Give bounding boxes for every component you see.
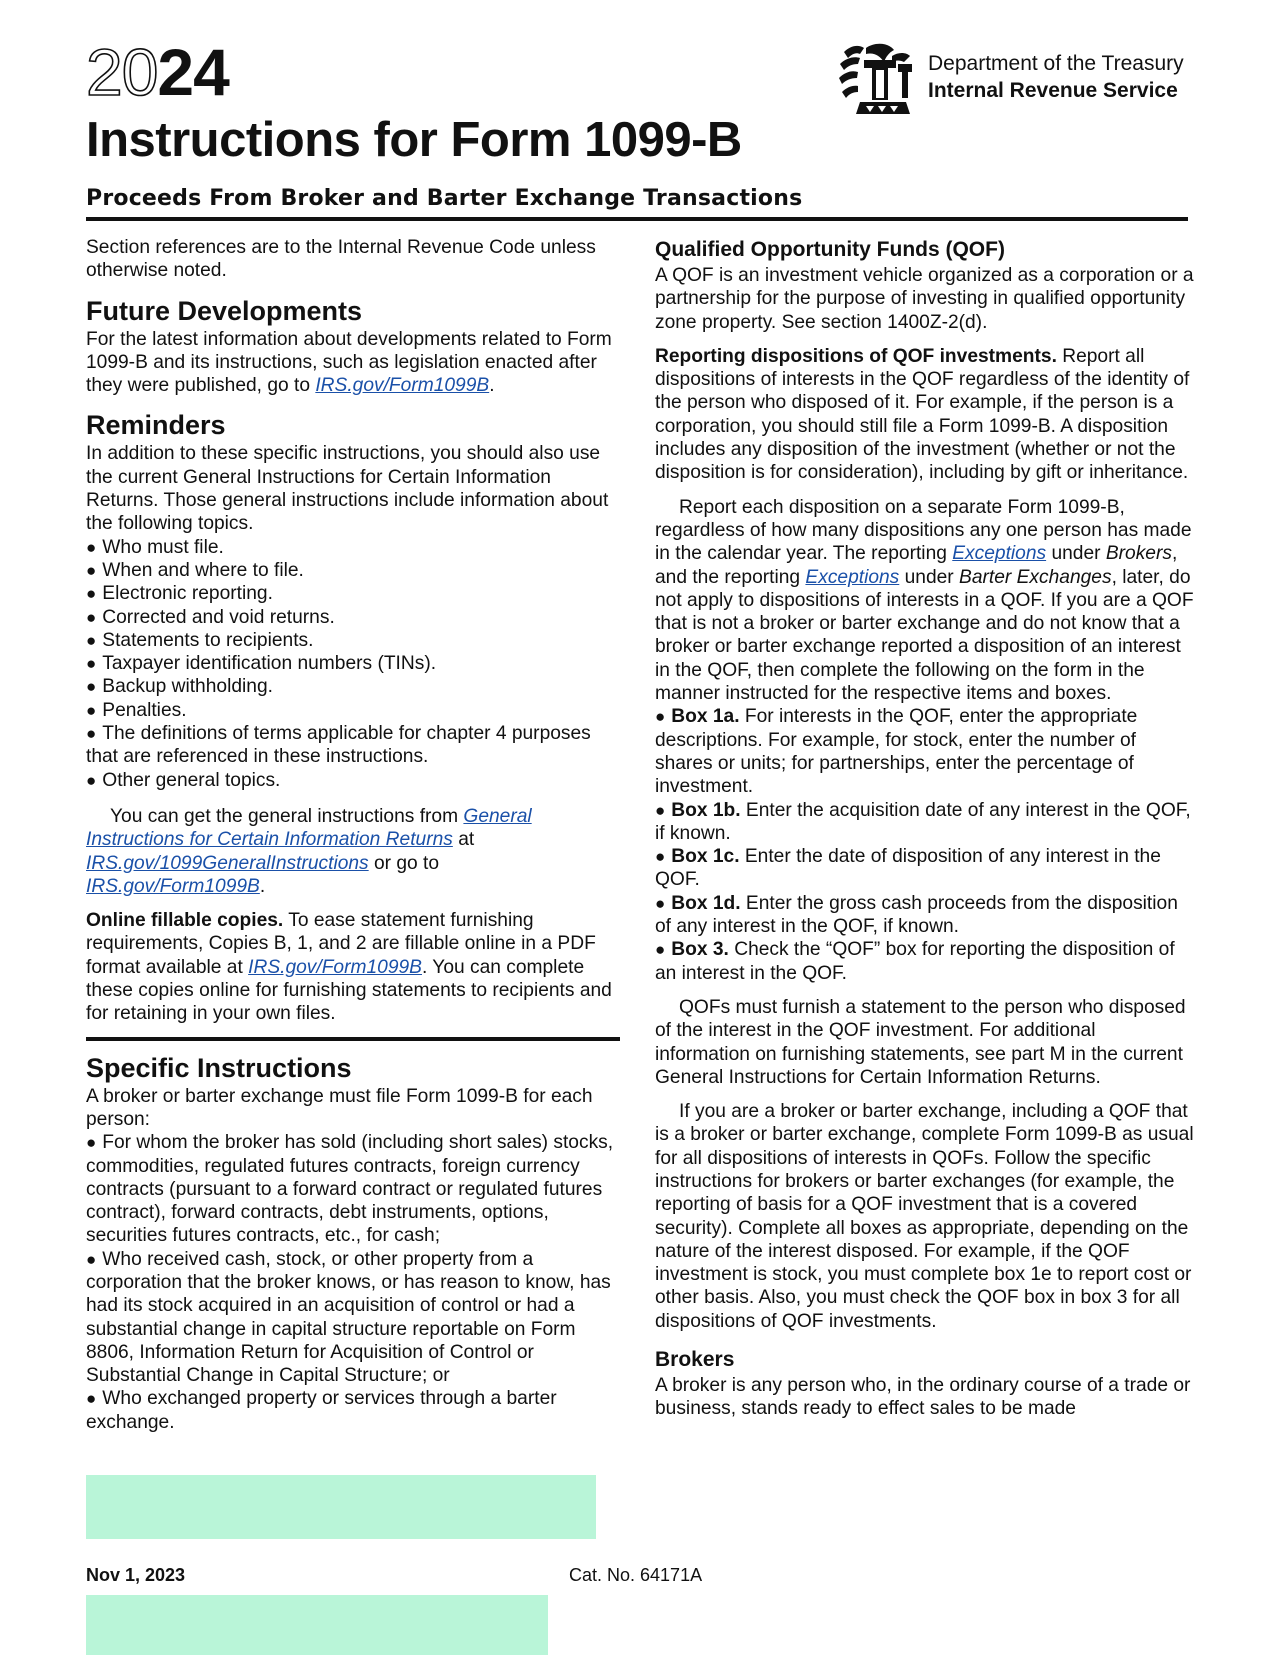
future-text: For the latest information about developments related to Form 1099-B and its instructions, such as legislation enacted after they were published, go to xyxy=(86,328,612,397)
bullet-icon: ● xyxy=(655,893,666,913)
agency-block xyxy=(928,50,1184,104)
general-end: . xyxy=(259,875,266,897)
reporting-lead: Reporting dispositions of QOF investments. xyxy=(655,345,1057,367)
reminders-list xyxy=(86,536,621,792)
future-developments-text: For the latest information about developments related to Form 1099-B and its instructions, such as legislation enacted after they were published, go to IRS.gov/Form1099B. xyxy=(86,328,612,397)
brokers-text: A broker is any person who, in the ordinary course of a trade or business, stands ready to effect sales to be made xyxy=(655,1375,1191,1420)
box-label: Box 1a. xyxy=(671,706,740,728)
box-text: Enter the date of disposition of any interest in the QOF. xyxy=(655,846,1161,891)
agency-irs: Internal Revenue Service xyxy=(928,79,1178,102)
bullet-icon: ● xyxy=(655,800,666,820)
bullet-icon: ● xyxy=(86,1389,97,1409)
bullet-icon: ● xyxy=(86,630,97,650)
list-item xyxy=(655,799,1195,846)
fillable-text-1: To ease statement furnishing requirements, Copies B, 1, and 2 are fillable online in a PDF format available at xyxy=(86,910,596,978)
each-t1: Report each disposition on a separate Form 1099-B, regardless of how many dispositions any one person has made in the calendar year. The reporting xyxy=(655,496,1192,565)
general-mid: at xyxy=(452,829,475,851)
list-item xyxy=(86,1131,621,1247)
header-rule xyxy=(86,217,1188,221)
qof-box-list xyxy=(655,705,1195,985)
footer-cat-number: Cat. No. 64171A xyxy=(569,1565,703,1585)
footer-date: Nov 1, 2023 xyxy=(86,1565,186,1585)
box-text: For interests in the QOF, enter the appropriate descriptions. For example, for stock, enter the number of shares or units; for partnerships, enter the percentage of investment. xyxy=(655,706,1138,798)
each-t5: , later, do not apply to dispositions of interests in a QOF. If you are a QOF that is not a broker or barter exchange and do not know that a broker or barter exchange reported a disposition of an interest in the QOF, then complete the following on the form in the manner instructed for the respective items and boxes. xyxy=(655,566,1194,705)
list-item-text: Who exchanged property or services through a barter exchange. xyxy=(86,1388,557,1433)
irs-1099-general-link[interactable]: IRS.gov/1099GeneralInstructions xyxy=(86,852,369,874)
list-item xyxy=(86,675,621,698)
box-label: Box 3. xyxy=(671,939,729,961)
list-item xyxy=(655,845,1195,892)
bullet-icon: ● xyxy=(86,700,97,720)
qofs-furnish-text: QOFs must furnish a statement to the person who disposed of the interest in the QOF investment. For additional information on furnishing statements, see part M in the current General Instructions for Certain Information Returns. xyxy=(655,996,1186,1088)
irs-eagle-logo-icon xyxy=(836,42,920,118)
exceptions-barter-link[interactable]: Exceptions xyxy=(805,566,900,588)
list-item-text: Who must file. xyxy=(102,536,224,558)
fillable-lead: Online fillable copies. xyxy=(86,910,284,932)
box-label: Box 1b. xyxy=(671,799,741,821)
list-item xyxy=(655,705,1195,798)
general-mid2: or go to xyxy=(368,852,440,874)
form-year xyxy=(86,36,229,108)
bullet-icon: ● xyxy=(86,677,97,697)
bullet-icon: ● xyxy=(86,1249,97,1269)
highlight-block xyxy=(86,1475,596,1539)
list-item-text: Electronic reporting. xyxy=(102,583,273,605)
general-instructions-text xyxy=(86,805,621,898)
box-text: Enter the acquisition date of any interest in the QOF, if known. xyxy=(655,799,1191,844)
bullet-icon: ● xyxy=(86,724,97,744)
bullet-icon: ● xyxy=(86,560,97,580)
each-i2: Barter Exchanges xyxy=(959,566,1112,588)
list-item-text: Statements to recipients. xyxy=(102,629,314,651)
list-item-text: Penalties. xyxy=(102,699,187,721)
each-i1: Brokers xyxy=(1105,543,1172,565)
bullet-icon: ● xyxy=(655,707,666,727)
bullet-icon: ● xyxy=(655,940,666,960)
bullet-icon: ● xyxy=(86,654,97,674)
irs-form1099b-link[interactable]: IRS.gov/Form1099B xyxy=(315,375,490,397)
list-item xyxy=(655,938,1195,985)
brokers-heading: Brokers xyxy=(655,1348,735,1372)
list-item xyxy=(86,536,621,559)
irs-form1099b-link-3[interactable]: IRS.gov/Form1099B xyxy=(248,956,422,978)
bullet-icon: ● xyxy=(86,537,97,557)
specific-instructions-text: A broker or barter exchange must file Form 1099-B for each person: xyxy=(86,1085,593,1130)
bullet-icon: ● xyxy=(86,770,97,790)
reminders-heading: Reminders xyxy=(86,410,226,441)
list-item xyxy=(86,629,621,652)
list-item xyxy=(655,892,1195,939)
list-item-text: Other general topics. xyxy=(102,769,281,791)
intro-text: Section references are to the Internal Revenue Code unless otherwise noted. xyxy=(86,237,596,282)
fillable-copies-text xyxy=(86,909,621,1025)
bullet-icon: ● xyxy=(86,584,97,604)
bullet-icon: ● xyxy=(86,1133,97,1153)
year-bold: 24 xyxy=(157,35,229,109)
bullet-icon: ● xyxy=(86,607,97,627)
qof-heading: Qualified Opportunity Funds (QOF) xyxy=(655,238,1005,261)
page-subtitle: Proceeds From Broker and Barter Exchange Transactions xyxy=(86,186,803,211)
list-item xyxy=(86,652,621,675)
each-t4: under xyxy=(899,566,960,588)
list-item xyxy=(86,722,621,769)
exceptions-brokers-link[interactable]: Exceptions xyxy=(952,543,1047,565)
box-text: Enter the gross cash proceeds from the disposition of any interest in the QOF, if known. xyxy=(655,892,1178,938)
specific-list xyxy=(86,1131,621,1434)
reporting-body: Report all dispositions of interests in the QOF regardless of the identity of the person who disposed of it. For example, if the person is a corporation, you should still file a Form 1099-B. A disposition includes any disposition of the investment (whether or not the disposition is for consideration), including by gift or inheritance. xyxy=(655,345,1190,484)
list-item-text: For whom the broker has sold (including short sales) stocks, commodities, regulated futures contracts, foreign currency contracts (pursuant to a forward contract or regulated futures contract), forward contracts, debt instruments, options, securities futures contracts, etc., for cash; xyxy=(86,1132,614,1247)
list-item-text: The definitions of terms applicable for chapter 4 purposes that are referenced in these instructions. xyxy=(86,723,591,768)
section-rule xyxy=(86,1037,620,1041)
list-item xyxy=(86,769,621,792)
list-item-text: Taxpayer identification numbers (TINs). xyxy=(102,653,437,675)
box-label: Box 1c. xyxy=(671,846,740,868)
list-item xyxy=(86,582,621,605)
box-text: Check the “QOF” box for reporting the disposition of an interest in the QOF. xyxy=(655,939,1175,984)
list-item-text: When and where to file. xyxy=(102,559,304,581)
each-t2: under xyxy=(1046,543,1106,565)
list-item-text: Who received cash, stock, or other property from a corporation that the broker knows, or has reason to know, has had its stock acquired in an acquisition of control or had a substantial change in capital structure reportable on Form 8806, Information Return for Acquisition of Control or Substantial Change in Capital Structure; or xyxy=(86,1248,611,1387)
general-pre: You can get the general instructions from xyxy=(110,805,464,827)
agency-department: Department of the Treasury xyxy=(928,52,1184,75)
reminders-text: In addition to these specific instructions, you should also use the current General Instructions for Certain Information Returns. Those general instructions include information about the following topics. xyxy=(86,443,609,535)
future-developments-heading: Future Developments xyxy=(86,295,363,326)
if-broker-text: If you are a broker or barter exchange, including a QOF that is a broker or barter exchange, complete Form 1099-B as usual for all dispositions of interests in QOFs. Follow the specific instructions for brokers or barter exchanges (for example, the reporting of basis for a QOF investment that is a covered security). Complete all boxes as appropriate, depending on the nature of the interest disposed. For example, if the QOF investment is stock, you must complete box 1e to report cost or other basis. Also, you must check the QOF box in box 3 for all dispositions of QOF investments. xyxy=(655,1101,1194,1332)
bullet-icon: ● xyxy=(655,847,666,867)
general-instructions-link[interactable]: General Instructions for Certain Information Returns xyxy=(86,805,532,851)
highlight-block-bottom xyxy=(86,1595,548,1655)
list-item-text: Backup withholding. xyxy=(102,676,273,698)
list-item xyxy=(86,606,621,629)
each-disposition-text xyxy=(655,496,1195,706)
list-item xyxy=(86,699,621,722)
qof-text: A QOF is an investment vehicle organized as a corporation or a partnership for the purpose of investing in qualified opportunity zone property. See section 1400Z-2(d). xyxy=(655,265,1194,333)
reporting-dispositions-text xyxy=(655,345,1195,485)
right-column xyxy=(655,236,1195,1421)
box-label: Box 1d. xyxy=(671,892,741,914)
year-outline: 20 xyxy=(86,35,158,109)
irs-form1099b-link-2[interactable]: IRS.gov/Form1099B xyxy=(86,875,260,897)
list-item-text: Corrected and void returns. xyxy=(102,606,335,628)
list-item xyxy=(86,1387,621,1434)
fillable-text-2: . You can complete these copies online for furnishing statements to recipients and for retaining in your own files. xyxy=(86,956,612,1025)
each-t3: , and the reporting xyxy=(655,543,1178,588)
list-item xyxy=(86,1248,621,1388)
page-title: Instructions for Form 1099-B xyxy=(86,113,742,167)
left-column xyxy=(86,236,621,1434)
specific-instructions-heading: Specific Instructions xyxy=(86,1052,352,1083)
list-item xyxy=(86,559,621,582)
